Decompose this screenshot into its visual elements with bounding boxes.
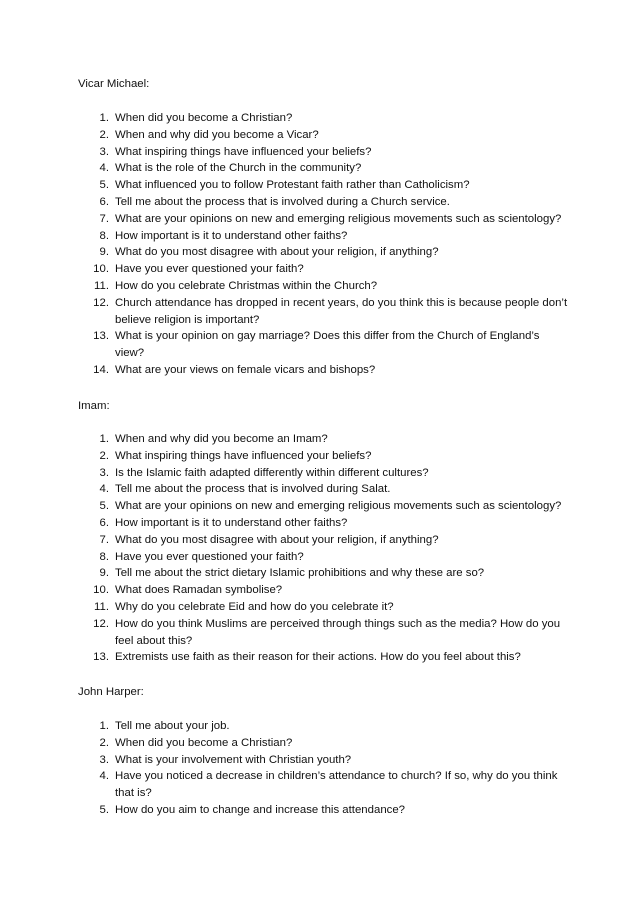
question-item	[78, 582, 568, 599]
question-number: 7.	[99, 533, 109, 546]
question-number: 8.	[99, 229, 109, 242]
question-text: What is your opinion on gay marriage? Does this differ from the Church of England’s view?	[115, 330, 540, 360]
question-number: 4.	[99, 770, 109, 783]
question-item	[78, 752, 568, 769]
question-number: 4.	[99, 162, 109, 175]
question-list	[78, 110, 568, 379]
question-text: What are your opinions on new and emerging religious movements such as scientology?	[115, 500, 562, 513]
question-item	[78, 549, 568, 566]
question-number: 5.	[99, 803, 109, 816]
question-text: When and why did you become a Vicar?	[115, 128, 319, 141]
question-number: 6.	[99, 195, 109, 208]
question-number: 1.	[99, 720, 109, 732]
question-text: How important is it to understand other faiths?	[115, 516, 348, 529]
question-number: 9.	[99, 246, 109, 259]
question-text: What influenced you to follow Protestant faith rather than Catholicism?	[115, 179, 470, 192]
question-text: How do you aim to change and increase this attendance?	[115, 803, 406, 816]
section-heading: Imam:	[78, 400, 110, 412]
question-item	[78, 532, 568, 549]
question-number: 5.	[99, 500, 109, 513]
question-item	[78, 768, 568, 802]
question-text: Have you noticed a decrease in children’s attendance to church? If so, why do you think that is?	[115, 770, 558, 800]
question-item	[78, 261, 568, 278]
question-number: 12.	[93, 296, 109, 309]
question-number: 9.	[99, 567, 109, 580]
question-text: What is your involvement with Christian youth?	[115, 753, 352, 766]
question-number: 2.	[99, 736, 109, 749]
question-number: 10.	[93, 263, 109, 276]
question-text: Tell me about your job.	[115, 720, 230, 732]
question-text: What inspiring things have influenced your beliefs?	[115, 449, 372, 462]
question-list	[78, 431, 568, 666]
question-number: 11.	[94, 600, 109, 613]
question-item	[78, 802, 568, 819]
question-number: 7.	[99, 212, 109, 225]
question-text: Is the Islamic faith adapted differently within different cultures?	[115, 466, 429, 479]
question-text: How important is it to understand other faiths?	[115, 229, 348, 242]
question-text: What does Ramadan symbolise?	[115, 584, 283, 597]
question-number: 3.	[99, 145, 109, 158]
question-number: 6.	[99, 516, 109, 529]
question-item	[78, 244, 568, 261]
question-item	[78, 194, 568, 211]
question-item	[78, 515, 568, 532]
question-text: Extremists use faith as their reason for their actions. How do you feel about this?	[115, 651, 521, 664]
question-text: Tell me about the strict dietary Islamic prohibitions and why these are so?	[115, 567, 485, 580]
question-text: When and why did you become an Imam?	[115, 433, 328, 445]
section-heading: Vicar Michael:	[78, 78, 150, 90]
question-list	[78, 718, 568, 819]
question-text: Church attendance has dropped in recent years, do you think this is because people don’t believe religion is important?	[115, 296, 568, 326]
question-text: Have you ever questioned your faith?	[115, 550, 304, 563]
question-number: 1.	[99, 433, 109, 445]
question-item	[78, 565, 568, 582]
question-text: What are your opinions on new and emerging religious movements such as scientology?	[115, 212, 562, 225]
question-number: 10.	[93, 584, 109, 597]
question-item	[78, 431, 568, 448]
question-number: 8.	[99, 550, 109, 563]
question-item	[78, 211, 568, 228]
question-item	[78, 110, 568, 127]
question-number: 2.	[99, 449, 109, 462]
question-item	[78, 177, 568, 194]
question-item	[78, 127, 568, 144]
question-number: 13.	[93, 651, 109, 664]
question-number: 3.	[99, 753, 109, 766]
section-vicar-michael	[78, 76, 568, 379]
section-heading: John Harper:	[78, 686, 144, 698]
question-item	[78, 481, 568, 498]
question-item	[78, 718, 568, 735]
question-number: 3.	[99, 466, 109, 479]
question-number: 14.	[93, 363, 109, 376]
question-text: What is the role of the Church in the community?	[115, 162, 362, 175]
question-text: When did you become a Christian?	[115, 736, 293, 749]
question-item	[78, 228, 568, 245]
section-john-harper	[78, 684, 568, 819]
question-item	[78, 616, 568, 650]
question-text: Why do you celebrate Eid and how do you celebrate it?	[115, 600, 394, 613]
question-text: Tell me about the process that is involved during a Church service.	[115, 195, 450, 208]
question-number: 12.	[93, 617, 109, 630]
question-number: 5.	[99, 179, 109, 192]
question-item	[78, 649, 568, 666]
question-number: 1.	[99, 112, 109, 124]
question-number: 4.	[99, 483, 109, 496]
question-text: What do you most disagree with about your religion, if anything?	[115, 533, 439, 546]
question-item	[78, 144, 568, 161]
question-text: Have you ever questioned your faith?	[115, 263, 304, 276]
question-item	[78, 328, 568, 362]
question-item	[78, 599, 568, 616]
question-item	[78, 735, 568, 752]
question-item	[78, 278, 568, 295]
question-item	[78, 362, 568, 379]
question-text: What inspiring things have influenced your beliefs?	[115, 145, 372, 158]
question-item	[78, 295, 568, 329]
question-text: How do you think Muslims are perceived through things such as the media? How do you feel about this?	[115, 617, 561, 647]
question-number: 11.	[94, 279, 109, 292]
question-text: When did you become a Christian?	[115, 112, 293, 124]
question-item	[78, 448, 568, 465]
question-item	[78, 160, 568, 177]
question-number: 13.	[93, 330, 109, 343]
question-number: 2.	[99, 128, 109, 141]
question-item	[78, 465, 568, 482]
question-text: How do you celebrate Christmas within the Church?	[115, 279, 378, 292]
question-text: Tell me about the process that is involved during Salat.	[115, 483, 391, 496]
question-text: What are your views on female vicars and bishops?	[115, 363, 376, 376]
question-text: What do you most disagree with about your religion, if anything?	[115, 246, 439, 259]
question-item	[78, 498, 568, 515]
section-imam	[78, 398, 568, 666]
